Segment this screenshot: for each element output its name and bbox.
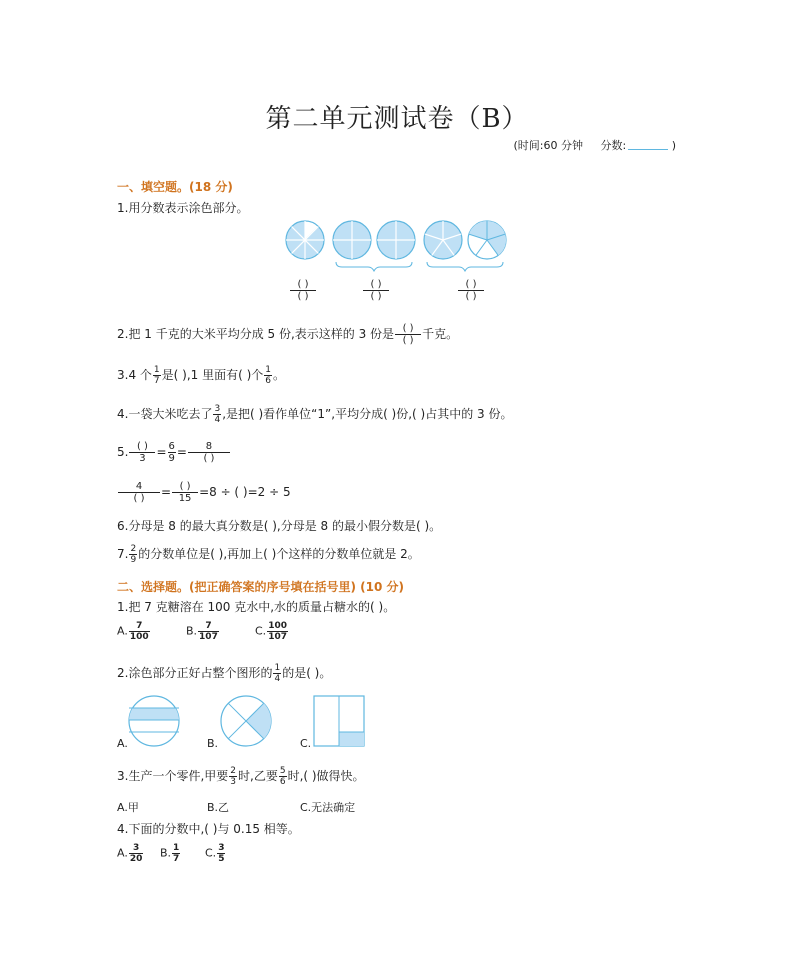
q2-1-option-b[interactable]: B. $\frac{7}{107}$ [186, 621, 218, 642]
option-b-shape [221, 696, 271, 746]
question-2-1: 1.把 7 克糖溶在 100 克水中,水的质量占糖水的( )。 [117, 600, 396, 614]
circle-quarters-a [333, 221, 371, 259]
circle-fifths-a [424, 221, 462, 259]
brace-fifths [427, 262, 503, 271]
option-a-shape [125, 696, 185, 746]
time-limit: (时间:60 分钟 [513, 139, 583, 152]
q2-4-option-b[interactable]: B. $\frac{1}{7}$ [160, 843, 180, 864]
q2-2-option-a[interactable]: A. [117, 737, 128, 750]
brace-quarters [336, 262, 412, 271]
q2-4-option-a[interactable]: A. $\frac{3}{20}$ [117, 843, 143, 864]
q2-3-option-a[interactable]: A.甲 [117, 801, 139, 814]
q2-3-option-c[interactable]: C.无法确定 [300, 801, 356, 814]
question-1-5b: $\frac{4}{( )}$ = $\frac{( )}{15}$ =8 ÷ ( )=2 ÷ 5 [117, 481, 291, 504]
fraction-circles-figure [280, 215, 515, 275]
question-1-2: 2.把 1 千克的大米平均分成 5 份,表示这样的 3 份是 $\frac{( )}{( )}$ 千克。 [117, 323, 459, 346]
question-1-5a: 5. $\frac{( )}{3}$ = $\frac{6}{9}$ = $\frac{8}{( )}$ [117, 441, 231, 464]
question-2-2: 2.涂色部分正好占整个图形的 $\frac{1}{4}$ 的是( )。 [117, 663, 332, 684]
section1-heading: 一、填空题。(18 分) [117, 180, 233, 194]
section2-heading: 二、选择题。(把正确答案的序号填在括号里) (10 分) [117, 580, 404, 594]
answer-blank-3[interactable]: $\frac{( )}{( )}$ [457, 279, 485, 302]
question-1-1: 1.用分数表示涂色部分。 [117, 201, 249, 215]
answer-blank-1[interactable]: $\frac{( )}{( )}$ [289, 279, 317, 302]
shape-options-figure [125, 694, 370, 750]
exam-meta [514, 137, 677, 153]
q2-2-option-b[interactable]: B. [207, 737, 219, 750]
circle-eighths [286, 221, 324, 259]
question-1-6: 6.分母是 8 的最大真分数是( ),分母是 8 的最小假分数是( )。 [117, 519, 442, 533]
circle-fifths-b [468, 221, 506, 259]
q2-2-option-c[interactable]: C. [300, 737, 312, 750]
question-2-3: 3.生产一个零件,甲要 $\frac{2}{3}$ 时,乙要 $\frac{5}{6}$ 时,( )做得快。 [117, 766, 365, 787]
q2-1-option-c[interactable]: C. $\frac{100}{107}$ [255, 621, 287, 642]
question-1-4: 4.一袋大米吃去了 $\frac{3}{4}$ ,是把( )看作单位“1”,平均分成( )份,( )占其中的 3 份。 [117, 404, 513, 425]
question-2-4: 4.下面的分数中,( )与 0.15 相等。 [117, 822, 300, 836]
option-c-shape [314, 696, 364, 746]
meta-close: ) [671, 139, 676, 152]
q2-3-option-b[interactable]: B.乙 [207, 801, 230, 814]
circle-quarters-b [377, 221, 415, 259]
question-1-7: 7. $\frac{2}{9}$ 的分数单位是( ),再加上( )个这样的分数单位就是 2。 [117, 544, 420, 565]
score-label: 分数: [600, 139, 627, 152]
answer-blank-2[interactable]: $\frac{( )}{( )}$ [362, 279, 390, 302]
fraction-blank[interactable]: $\frac{( )}{( )}$ [395, 323, 421, 346]
q2-4-option-c[interactable]: C. $\frac{3}{5}$ [205, 843, 225, 864]
q2-1-option-a[interactable]: A. $\frac{7}{100}$ [117, 621, 149, 642]
page-title: 第二单元测试卷（B） [265, 104, 529, 134]
question-1-3: 3.4 个 $\frac{1}{7}$ 是( ),1 里面有( )个 $\frac{1}{6}$ 。 [117, 365, 286, 386]
score-blank[interactable] [628, 139, 668, 150]
